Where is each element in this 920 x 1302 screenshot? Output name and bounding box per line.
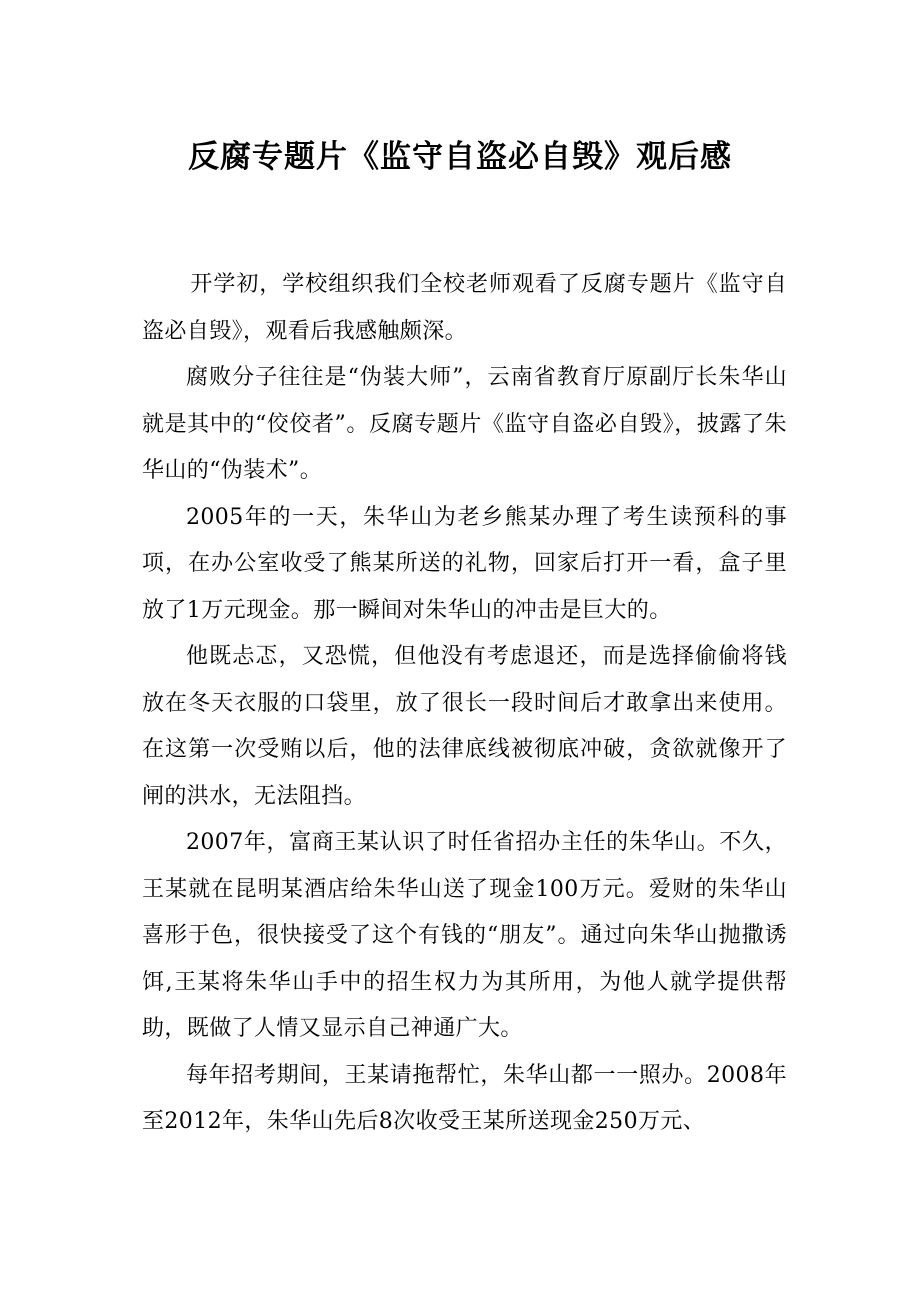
paragraph-4: 他既忐忑，又恐慌，但他没有考虑退还，而是选择偷偷将钱放在冬天衣服的口袋里，放了很长一段时间后才敢拿出来使用。在这第一次受贿以后，他的法律底线被彻底冲破，贪欲就像开了闸的洪水，无法阻挡。 [142, 644, 787, 809]
paragraph-2: 腐败分子往往是“伪装大师”，云南省教育厅原副厅长朱华山就是其中的“佼佼者”。反腐专题片《监守自盗必自毁》，披露了朱华山的“伪装术”。 [142, 365, 787, 483]
paragraph-5: 2007年，富商王某认识了时任省招办主任的朱华山。不久，王某就在昆明某酒店给朱华山送了现金100万元。爱财的朱华山喜形于色，很快接受了这个有钱的“朋友”。通过向朱华山抛撒诱饵,王某将朱华山手中的招生权力为其所用，为他人就学提供帮助，既做了人情又显示自己神通广大。 [142, 830, 787, 1041]
paragraph-3: 2005年的一天，朱华山为老乡熊某办理了考生读预科的事项，在办公室收受了熊某所送的礼物，回家后打开一看，盒子里放了1万元现金。那一瞬间对朱华山的冲击是巨大的。 [142, 504, 787, 623]
paragraph-1: 开学初，学校组织我们全校老师观看了反腐专题片《监守自盗必自毁》，观看后我感触颇深。 [142, 272, 787, 344]
paragraph-6: 每年招考期间，王某请拖帮忙，朱华山都一一照办。2008年至2012年，朱华山先后8次收受王某所送现金250万元、 [142, 1062, 787, 1134]
document-title: 反腐专题片《监守自盗必自毁》观后感 [188, 138, 732, 175]
document-body [142, 262, 787, 1146]
